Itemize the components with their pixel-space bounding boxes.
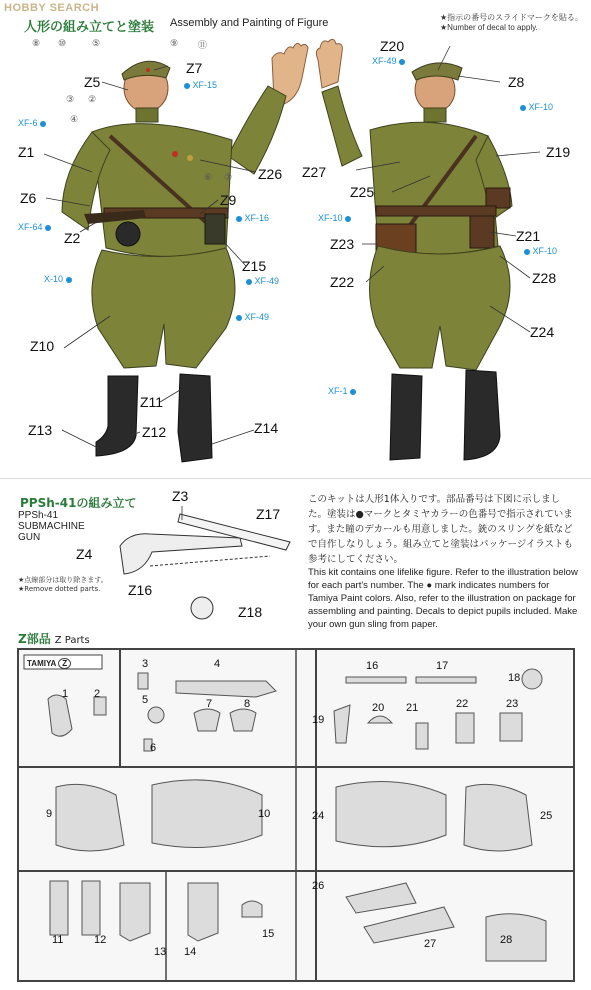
label-z26: Z26 bbox=[258, 166, 283, 182]
paint-xf10-a: XF-10 bbox=[520, 102, 553, 112]
part-25: 25 bbox=[540, 810, 553, 822]
label-z10: Z10 bbox=[30, 338, 55, 354]
paint-dot-icon bbox=[350, 389, 356, 395]
paint-dot-icon bbox=[66, 277, 72, 283]
paint-dot-icon bbox=[236, 315, 242, 321]
paint-dot-icon bbox=[246, 279, 252, 285]
paint-xf64: XF-64 bbox=[18, 222, 51, 232]
section-divider bbox=[0, 478, 591, 479]
part-13: 13 bbox=[154, 946, 167, 958]
decal-6: ⑥ bbox=[204, 172, 213, 182]
part-21: 21 bbox=[406, 702, 419, 714]
part-10: 10 bbox=[258, 808, 271, 820]
gun-title-jp: PPSh-41の組み立て bbox=[20, 496, 137, 510]
part-6: 6 bbox=[150, 742, 157, 754]
paint-dot-icon bbox=[45, 225, 51, 231]
label-z11: Z11 bbox=[140, 394, 164, 410]
label-z2: Z2 bbox=[64, 230, 81, 246]
paint-dot-icon bbox=[345, 216, 351, 222]
decal-note-en: ★Number of decal to apply. bbox=[440, 23, 538, 32]
part-11: 11 bbox=[52, 934, 64, 946]
part-7: 7 bbox=[206, 698, 213, 710]
part-28: 28 bbox=[500, 934, 513, 946]
paint-xf1: XF-1 bbox=[328, 386, 356, 396]
label-z14: Z14 bbox=[254, 420, 279, 436]
decal-9: ⑨ bbox=[170, 38, 179, 48]
section-title-en: Assembly and Painting of Figure bbox=[170, 17, 329, 29]
part-27: 27 bbox=[424, 938, 437, 950]
paint-dot-icon bbox=[520, 105, 526, 111]
part-26: 26 bbox=[312, 880, 325, 892]
part-5: 5 bbox=[142, 694, 149, 706]
paint-xf6: XF-6 bbox=[18, 118, 46, 128]
decal-note-jp: ★指示の番号のスライドマークを貼る。 bbox=[440, 13, 583, 22]
part-20: 20 bbox=[372, 702, 385, 714]
paint-dot-icon bbox=[184, 83, 190, 89]
gun-subtitle: PPSh-41 SUBMACHINE GUN bbox=[18, 510, 85, 543]
part-2: 2 bbox=[94, 688, 101, 700]
part-14: 14 bbox=[184, 946, 197, 958]
label-z4: Z4 bbox=[76, 546, 93, 562]
part-8: 8 bbox=[244, 698, 251, 710]
part-3: 3 bbox=[142, 658, 149, 670]
part-9: 9 bbox=[46, 808, 53, 820]
label-z20: Z20 bbox=[380, 38, 405, 54]
paint-xf49-a: XF-49 bbox=[246, 276, 279, 286]
gun-note: ★点線部分は取り除きます。 ★Remove dotted parts. bbox=[18, 576, 108, 593]
label-z6: Z6 bbox=[20, 190, 37, 206]
label-z5: Z5 bbox=[84, 74, 101, 90]
decal-5: ⑤ bbox=[92, 38, 101, 48]
part-1: 1 bbox=[62, 688, 69, 700]
part-4: 4 bbox=[214, 658, 221, 670]
part-24: 24 bbox=[312, 810, 325, 822]
zparts-title: Z部品 Z Parts bbox=[18, 632, 90, 646]
paint-x10: X-10 bbox=[44, 274, 72, 284]
paint-xf49-b: XF-49 bbox=[236, 312, 269, 322]
watermark: HOBBY SEARCH bbox=[4, 2, 100, 14]
decal-3: ③ bbox=[66, 94, 75, 104]
label-z28: Z28 bbox=[532, 270, 557, 286]
label-z19: Z19 bbox=[546, 144, 571, 160]
label-z27: Z27 bbox=[302, 164, 327, 180]
label-z25: Z25 bbox=[350, 184, 375, 200]
label-z13: Z13 bbox=[28, 422, 53, 438]
paint-dot-icon bbox=[399, 59, 405, 65]
label-z21: Z21 bbox=[516, 228, 541, 244]
paint-dot-icon bbox=[40, 121, 46, 127]
paint-xf10-b: XF-10 bbox=[318, 213, 351, 223]
decal-8: ⑧ bbox=[32, 38, 41, 48]
instructions-en: This kit contains one lifelike figure. Refer to the illustration below for each part's number. The ● mark indicates numbers for Tamiya Paint colors. Also, refer to the illustration on package for assembling and painting. Decals to depict pupils included. Make your own gun sling from paper. bbox=[308, 567, 578, 630]
label-z12: Z12 bbox=[142, 424, 167, 440]
part-18: 18 bbox=[508, 672, 521, 684]
label-z18: Z18 bbox=[238, 604, 263, 620]
part-17: 17 bbox=[436, 660, 449, 672]
paint-xf10-c: XF-10 bbox=[524, 246, 557, 256]
part-22: 22 bbox=[456, 698, 469, 710]
label-z24: Z24 bbox=[530, 324, 555, 340]
paint-dot-icon bbox=[236, 216, 242, 222]
decal-7: ⑦ bbox=[224, 172, 233, 182]
label-z16: Z16 bbox=[128, 582, 153, 598]
decal-11: ⑪ bbox=[198, 40, 208, 50]
label-z7: Z7 bbox=[186, 60, 203, 76]
instructions-jp: このキットは人形1体入りです。部品番号は下図に示しました。塗装は●マークとタミヤカラーの色番号で指示されています。また瞳のデカールも用意しました。銃のスリングを紙などで自作しなりしょう。組み立てと塗装はパッケージイラストも参考にしてください。 bbox=[308, 494, 574, 565]
part-16: 16 bbox=[366, 660, 379, 672]
decal-2: ② bbox=[88, 94, 97, 104]
decal-4: ④ bbox=[70, 114, 79, 124]
label-z23: Z23 bbox=[330, 236, 355, 252]
tamiya-logo: TAMIYA Z bbox=[27, 659, 71, 668]
section-title-jp: 人形の組み立てと塗装 bbox=[24, 20, 155, 35]
part-19: 19 bbox=[312, 714, 325, 726]
decal-10: ⑩ bbox=[58, 38, 67, 48]
paint-xf16: XF-16 bbox=[236, 213, 269, 223]
part-15: 15 bbox=[262, 928, 275, 940]
label-z3: Z3 bbox=[172, 488, 189, 504]
label-z9: Z9 bbox=[220, 192, 237, 208]
paint-xf49-c: XF-49 bbox=[372, 56, 405, 66]
label-z17: Z17 bbox=[256, 506, 281, 522]
paint-dot-icon bbox=[524, 249, 530, 255]
label-z22: Z22 bbox=[330, 274, 355, 290]
label-z15: Z15 bbox=[242, 258, 267, 274]
paint-xf15: XF-15 bbox=[184, 80, 217, 90]
label-z8: Z8 bbox=[508, 74, 525, 90]
front-figure bbox=[62, 43, 308, 462]
label-z1: Z1 bbox=[18, 144, 35, 160]
part-23: 23 bbox=[506, 698, 519, 710]
part-12: 12 bbox=[94, 934, 107, 946]
